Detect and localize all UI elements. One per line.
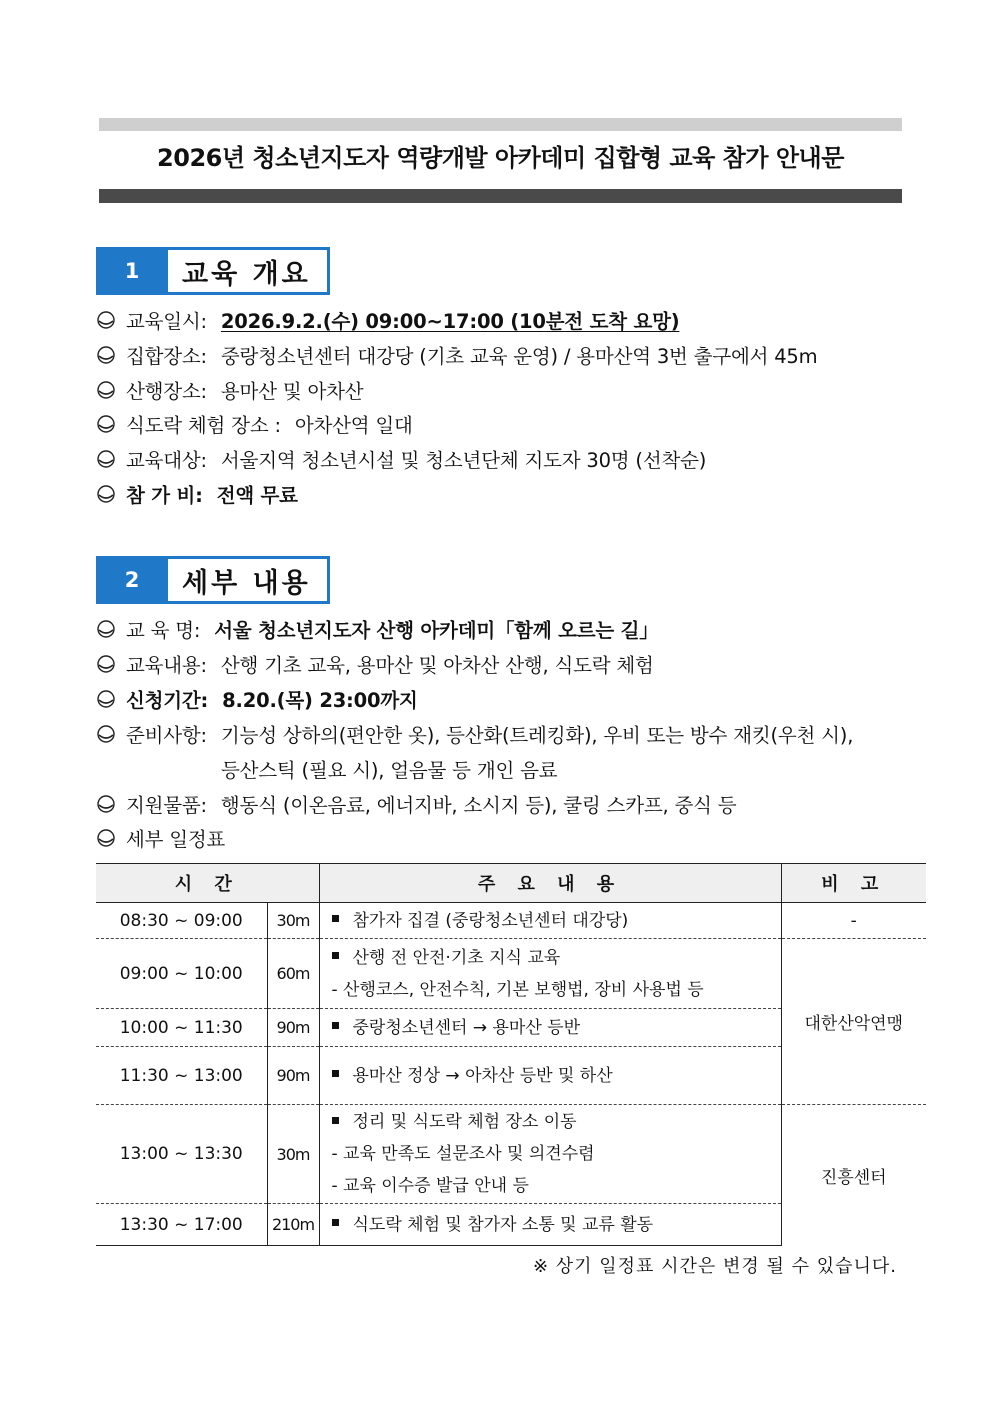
duration-cell: 90m bbox=[267, 1047, 319, 1105]
header-note: 비 고 bbox=[781, 864, 926, 903]
item-label: 산행장소: bbox=[126, 380, 207, 403]
duration-cell: 90m bbox=[267, 1009, 319, 1047]
detail-item-prep bbox=[96, 720, 853, 748]
content-cell bbox=[319, 939, 781, 1009]
content-line: 용마산 정상 → 아차산 등반 및 하산 bbox=[352, 1065, 613, 1086]
item-label: 참 가 비: bbox=[126, 484, 203, 507]
bullet-icon bbox=[96, 828, 116, 848]
section-number: 1 bbox=[96, 247, 168, 295]
item-value: 서울 청소년지도자 산행 아카데미「함께 오르는 길」 bbox=[214, 619, 659, 642]
note-cell: 대한산악연맹 bbox=[781, 939, 926, 1105]
content-cell bbox=[319, 1047, 781, 1105]
item-value: 서울지역 청소년시설 및 청소년단체 지도자 30명 (선착순) bbox=[220, 449, 707, 472]
bullet-icon bbox=[96, 484, 116, 504]
table-header-row bbox=[96, 864, 926, 903]
section-2-header bbox=[96, 556, 330, 604]
square-bullet-icon bbox=[332, 952, 339, 959]
bullet-icon bbox=[96, 345, 116, 365]
time-cell: 10:00 ~ 11:30 bbox=[96, 1009, 267, 1047]
time-cell: 08:30 ~ 09:00 bbox=[96, 903, 267, 939]
duration-cell: 210m bbox=[267, 1204, 319, 1246]
page-title: 2026년 청소년지도자 역량개발 아카데미 집합형 교육 참가 안내문 bbox=[157, 144, 844, 172]
item-value: 용마산 및 아차산 bbox=[220, 380, 364, 403]
square-bullet-icon bbox=[332, 915, 339, 922]
time-cell: 13:00 ~ 13:30 bbox=[96, 1105, 267, 1204]
header-content: 주 요 내 용 bbox=[319, 864, 781, 903]
detail-item-content bbox=[96, 650, 654, 678]
item-label: 신청기간: bbox=[126, 689, 209, 712]
info-item-hiking bbox=[96, 376, 363, 404]
schedule-table bbox=[96, 863, 926, 1246]
item-value: 중랑청소년센터 대강당 (기초 교육 운영) / 용마산역 3번 출구에서 45m bbox=[220, 345, 818, 368]
item-label: 지원물품: bbox=[126, 794, 207, 817]
note-cell: - bbox=[781, 903, 926, 939]
bullet-icon bbox=[96, 724, 116, 744]
item-label: 교육일시: bbox=[126, 310, 207, 333]
detail-item-name bbox=[96, 615, 659, 643]
duration-cell: 60m bbox=[267, 939, 319, 1009]
square-bullet-icon bbox=[332, 1070, 339, 1077]
detail-item-period bbox=[96, 685, 418, 713]
bullet-icon bbox=[96, 380, 116, 400]
bullet-icon bbox=[96, 654, 116, 674]
item-label: 교육대상: bbox=[126, 449, 207, 472]
bullet-icon bbox=[96, 310, 116, 330]
table-row bbox=[96, 1105, 926, 1204]
table-row bbox=[96, 903, 926, 939]
content-subline: - 산행코스, 안전수칙, 기본 보행법, 장비 사용법 등 bbox=[331, 979, 704, 1000]
bullet-icon bbox=[96, 794, 116, 814]
section-1-header bbox=[96, 247, 330, 295]
content-line: 식도락 체험 및 참가자 소통 및 교류 활동 bbox=[352, 1214, 654, 1235]
section-number: 2 bbox=[96, 556, 168, 604]
time-cell: 13:30 ~ 17:00 bbox=[96, 1204, 267, 1246]
detail-item-schedule bbox=[96, 824, 239, 852]
item-value: 8.20.(목) 23:00까지 bbox=[222, 689, 418, 712]
content-cell bbox=[319, 1009, 781, 1047]
content-line: 중랑청소년센터 → 용마산 등반 bbox=[352, 1017, 581, 1038]
item-value: 행동식 (이온음료, 에너지바, 소시지 등), 쿨링 스카프, 중식 등 bbox=[220, 794, 737, 817]
time-cell: 11:30 ~ 13:00 bbox=[96, 1047, 267, 1105]
info-item-food bbox=[96, 410, 413, 438]
item-label: 식도락 체험 장소 : bbox=[126, 414, 281, 437]
content-subline: - 교육 만족도 설문조사 및 의견수렴 bbox=[331, 1144, 595, 1164]
detail-item-support bbox=[96, 790, 736, 818]
info-item-fee bbox=[96, 480, 298, 508]
info-item-target bbox=[96, 445, 706, 473]
bullet-icon bbox=[96, 619, 116, 639]
square-bullet-icon bbox=[332, 1219, 339, 1226]
content-line: 산행 전 안전·기초 지식 교육 bbox=[352, 947, 561, 968]
square-bullet-icon bbox=[332, 1022, 339, 1029]
item-value: 전액 무료 bbox=[216, 484, 298, 507]
info-item-date bbox=[96, 306, 679, 334]
item-label: 세부 일정표 bbox=[126, 828, 226, 851]
item-value: 아차산역 일대 bbox=[294, 414, 413, 437]
duration-cell: 30m bbox=[267, 1105, 319, 1204]
item-label: 교 육 명: bbox=[126, 619, 201, 642]
content-line: 정리 및 식도락 체험 장소 이동 bbox=[352, 1112, 577, 1132]
bullet-icon bbox=[96, 689, 116, 709]
title-bar-top bbox=[99, 118, 902, 131]
content-line: 참가자 집결 (중랑청소년센터 대강당) bbox=[352, 910, 629, 931]
time-cell: 09:00 ~ 10:00 bbox=[96, 939, 267, 1009]
bullet-icon bbox=[96, 449, 116, 469]
square-bullet-icon bbox=[332, 1117, 339, 1124]
content-cell bbox=[319, 903, 781, 939]
title-bar-bottom bbox=[99, 189, 902, 203]
item-value: 2026.9.2.(수) 09:00~17:00 (10분전 도착 요망) bbox=[220, 310, 680, 333]
note-cell: 진흥센터 bbox=[781, 1105, 926, 1246]
info-item-place bbox=[96, 341, 817, 369]
item-label: 집합장소: bbox=[126, 345, 207, 368]
item-value: 산행 기초 교육, 용마산 및 아차산 산행, 식도락 체험 bbox=[220, 654, 654, 677]
schedule-footnote: ※ 상기 일정표 시간은 변경 될 수 있습니다. bbox=[532, 1256, 897, 1277]
section-title: 교육 개요 bbox=[168, 247, 330, 295]
item-value: 기능성 상하의(편안한 옷), 등산화(트레킹화), 우비 또는 방수 재킷(우천 시), bbox=[220, 724, 854, 747]
content-cell bbox=[319, 1204, 781, 1246]
header-time: 시 간 bbox=[96, 864, 319, 903]
duration-cell: 30m bbox=[267, 903, 319, 939]
content-subline: - 교육 이수증 발급 안내 등 bbox=[331, 1176, 529, 1196]
section-title: 세부 내용 bbox=[168, 556, 330, 604]
item-label: 준비사항: bbox=[126, 724, 207, 747]
table-row bbox=[96, 939, 926, 1009]
prep-continuation: 등산스틱 (필요 시), 얼음물 등 개인 음료 bbox=[221, 759, 558, 782]
bullet-icon bbox=[96, 414, 116, 434]
item-label: 교육내용: bbox=[126, 654, 207, 677]
content-cell bbox=[319, 1105, 781, 1204]
